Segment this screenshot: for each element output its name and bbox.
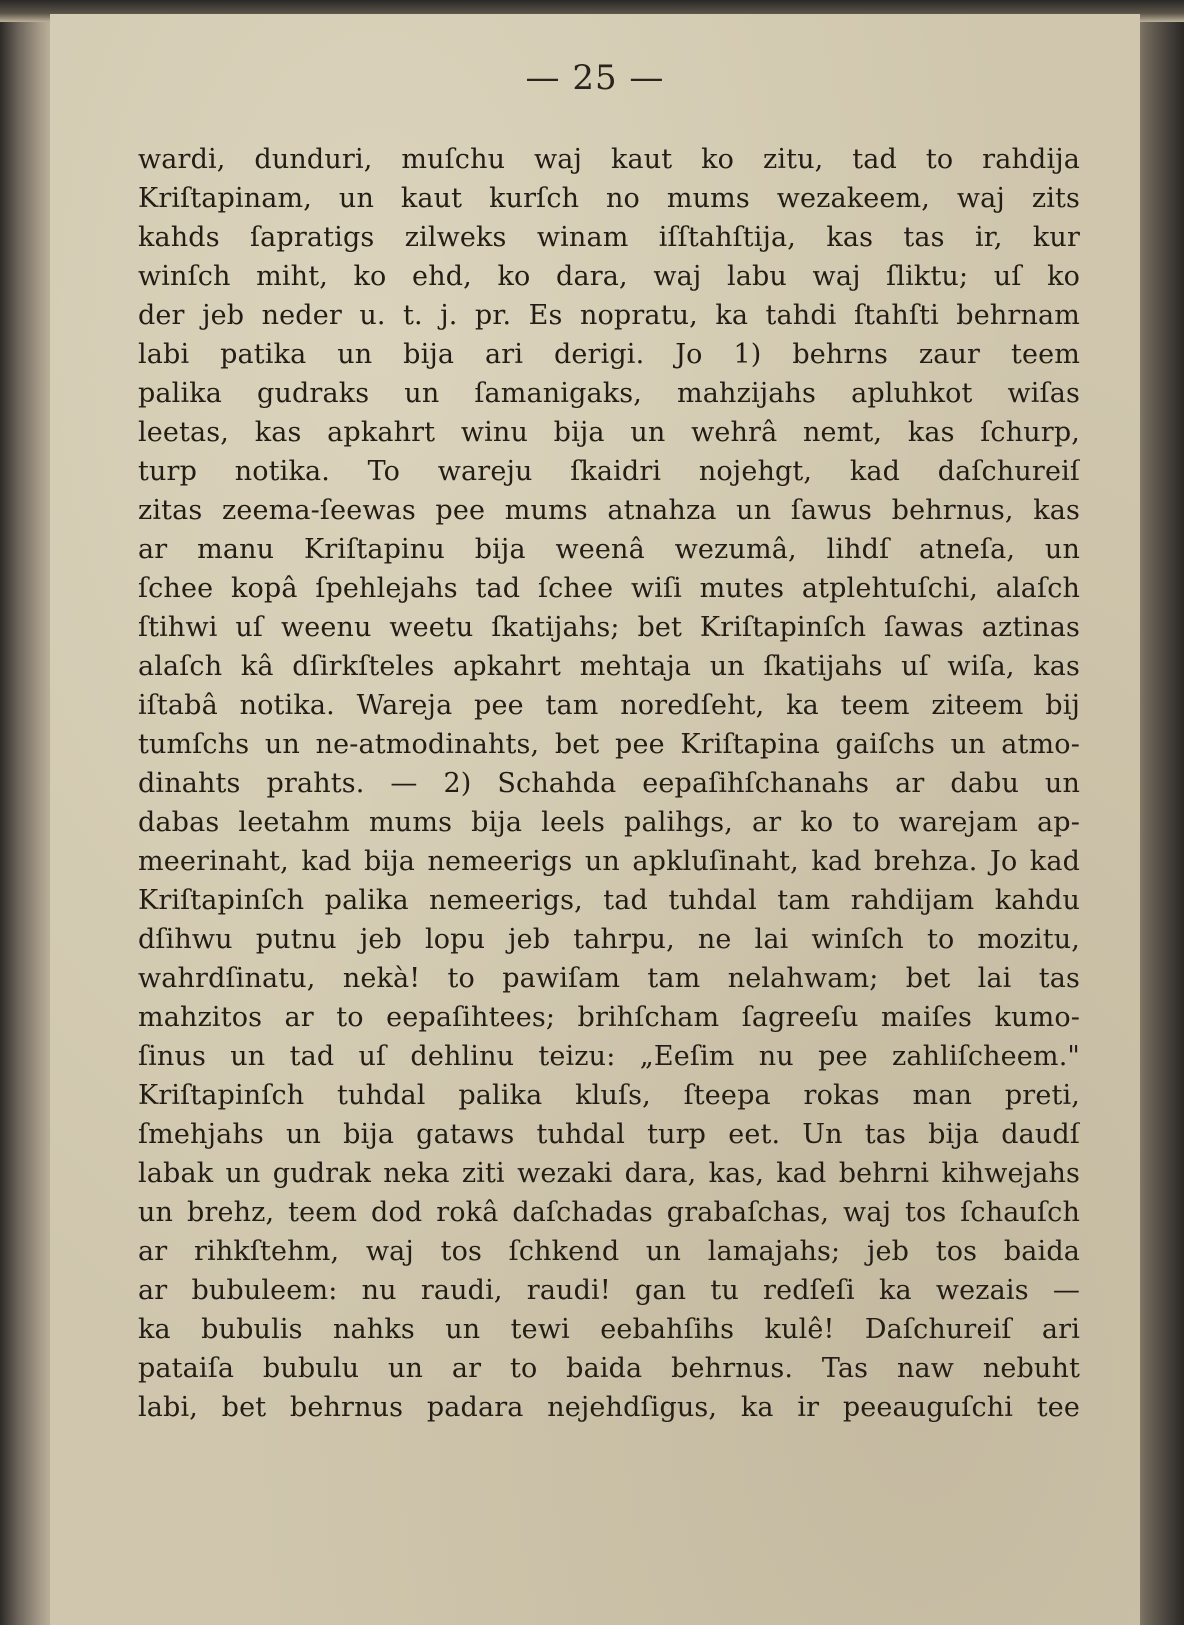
- text-line: Kriſtapinam, un kaut kurſch no mums wezakeem, waj zits: [138, 183, 1080, 214]
- text-line: palika gudraks un ſamanigaks, mahzijahs apluhkot wiſas: [138, 378, 1080, 409]
- text-line: ſmehjahs un bija gataws tuhdal turp eet. Un tas bija daudſ: [138, 1119, 1080, 1150]
- text-line: iſtabâ notika. Wareja pee tam noredſeht, ka teem ziteem bij: [138, 690, 1080, 721]
- text-line: ka bubulis nahks un tewi eebahſihs kulê! Daſchureiſ ari: [138, 1314, 1080, 1345]
- text-line: labi, bet behrnus padara nejehdſigus, ka ir peeauguſchi tee: [138, 1392, 1080, 1423]
- text-line: labak un gudrak neka ziti wezaki dara, kas, kad behrni kihwejahs: [138, 1158, 1080, 1189]
- text-line: dſihwu putnu jeb lopu jeb tahrpu, ne lai winſch to mozitu,: [138, 924, 1080, 955]
- text-line: zitas zeema-ſeewas pee mums atnahza un ſawus behrnus, kas: [138, 495, 1080, 526]
- text-line: ar rihkſtehm, waj tos ſchkend un lamajahs; jeb tos baida: [138, 1236, 1080, 1267]
- text-line: der jeb neder u. t. j. pr. Es nopratu, ka tahdi ſtahſti behrnam: [138, 300, 1080, 331]
- text-line: leetas, kas apkahrt winu bija un wehrâ nemt, kas ſchurp,: [138, 417, 1080, 448]
- text-line: wahrdſinatu, nekà! to pawiſam tam nelahwam; bet lai tas: [138, 963, 1080, 994]
- text-line: Kriſtapinſch tuhdal palika kluſs, ſteepa rokas man preti,: [138, 1080, 1080, 1111]
- text-line: labi patika un bija ari derigi. Jo 1) behrns zaur teem: [138, 339, 1080, 370]
- text-line: alaſch kâ dſirkſteles apkahrt mehtaja un ſkatijahs uſ wiſa, kas: [138, 651, 1080, 682]
- text-line: ar manu Kriſtapinu bija weenâ wezumâ, lihdſ atneſa, un: [138, 534, 1080, 565]
- body-text: [138, 140, 1080, 1427]
- text-line: tumſchs un ne-atmodinahts, bet pee Kriſtapina gaiſchs un atmo-: [138, 729, 1080, 760]
- text-line: mahzitos ar to eepaſihtees; brihſcham ſagreeſu maiſes kumo-: [138, 1002, 1080, 1033]
- text-line: ſtihwi uſ weenu weetu ſkatijahs; bet Kriſtapinſch ſawas aztinas: [138, 612, 1080, 643]
- text-line: ar bubuleem: nu raudi, raudi! gan tu redſeſi ka wezais —: [138, 1275, 1080, 1306]
- book-page: [50, 14, 1140, 1625]
- text-line: kahds ſapratigs zilweks winam iſſtahſtija, kas tas ir, kur: [138, 222, 1080, 253]
- text-line: meerinaht, kad bija nemeerigs un apkluſinaht, kad brehza. Jo kad: [138, 846, 1080, 877]
- text-line: dinahts prahts. — 2) Schahda eepaſihſchanahs ar dabu un: [138, 768, 1080, 799]
- text-line: ſinus un tad uſ dehlinu teizu: „Eeſim nu pee zahliſcheem.": [138, 1041, 1080, 1072]
- text-line: ſchee kopâ ſpehlejahs tad ſchee wiſi mutes atplehtuſchi, alaſch: [138, 573, 1080, 604]
- text-line: turp notika. To wareju ſkaidri nojehgt, kad daſchureiſ: [138, 456, 1080, 487]
- text-line: winſch miht, ko ehd, ko dara, waj labu waj ſliktu; uſ ko: [138, 261, 1080, 292]
- text-line: un brehz, teem dod rokâ daſchadas grabaſchas, waj tos ſchauſch: [138, 1197, 1080, 1228]
- text-line: Kriſtapinſch palika nemeerigs, tad tuhdal tam rahdijam kahdu: [138, 885, 1080, 916]
- text-line: wardi, dunduri, muſchu waj kaut ko zitu, tad to rahdija: [138, 144, 1080, 175]
- text-line: dabas leetahm mums bija leels palihgs, ar ko to warejam ap-: [138, 807, 1080, 838]
- text-line: pataiſa bubulu un ar to baida behrnus. Tas naw nebuht: [138, 1353, 1080, 1384]
- page-number: — 25 —: [525, 58, 665, 98]
